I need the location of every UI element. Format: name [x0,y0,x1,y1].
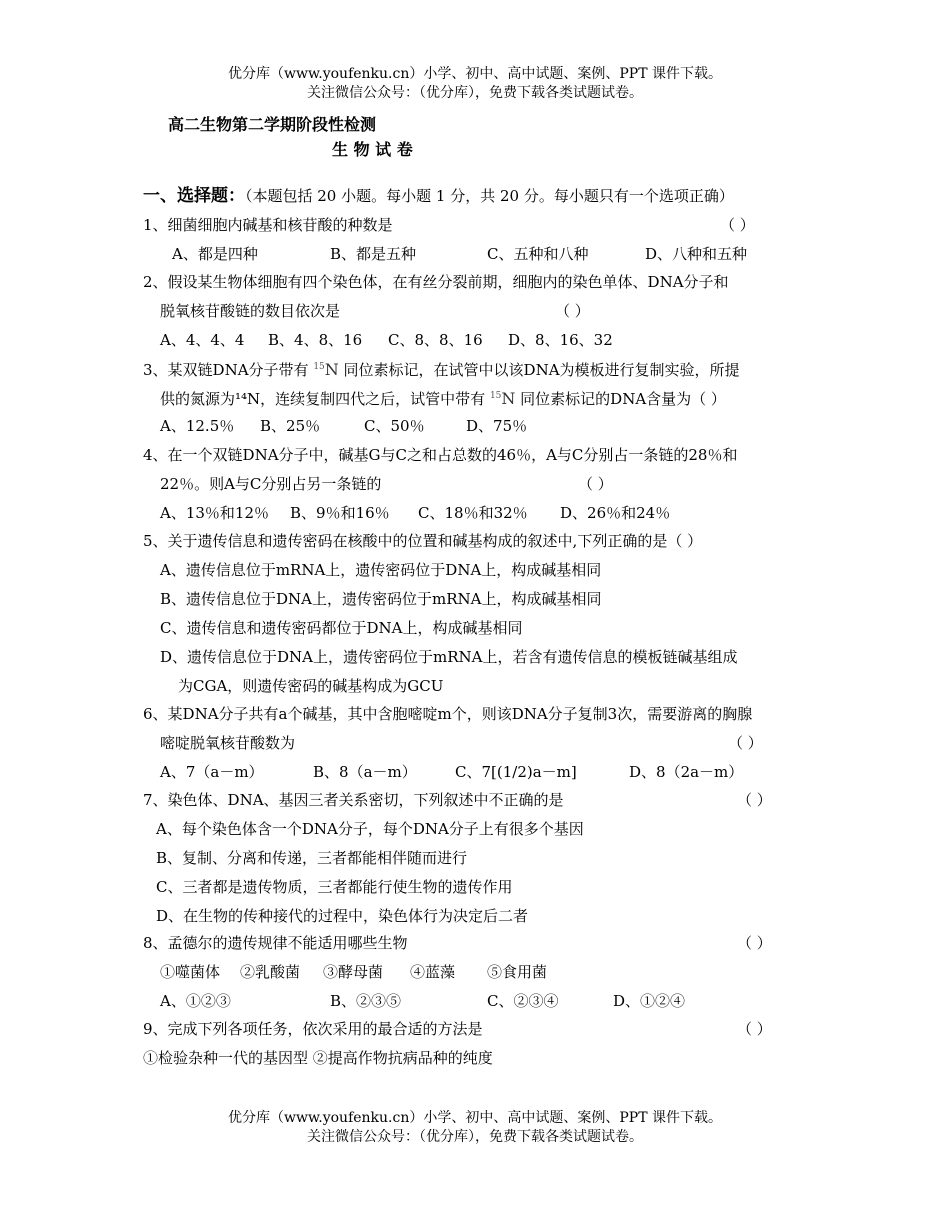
question-2-option-d: D、8、16、32 [508,331,613,349]
question-4-stem-2: 22％。则A与C分别占另一条链的 [160,475,382,493]
question-3-option-b: B、25％ [260,417,321,435]
section-label: 一、选择题： [143,186,245,206]
section-heading [143,186,734,206]
question-6-option-b: B、8（a－m） [313,763,417,781]
isotope-mass-2: 15 [489,391,502,401]
question-4-stem-1: 4、在一个双链DNA分子中，碱基G与C之和占总数的46％，A与C分别占一条链的28％和 [143,446,738,464]
question-3-stem-1a: 3、某双链DNA分子带有 [143,361,309,379]
question-7-stem: 7、染色体、DNA、基因三者关系密切，下列叙述中不正确的是 [143,791,564,809]
question-9-stem: 9、完成下列各项任务，依次采用的最合适的方法是 [143,1020,483,1038]
question-8-item-3: ③酵母菌 [323,963,384,981]
question-4-option-d: D、26％和24％ [560,504,671,522]
question-8-stem: 8、孟德尔的遗传规律不能适用哪些生物 [143,934,408,952]
question-8-option-b: B、②③⑤ [330,992,402,1010]
page-subtitle: 生 物 试 卷 [332,140,413,159]
question-8-paren: （ ） [737,934,772,952]
footer-line-2: 关注微信公众号：（优分库），免费下载各类试题试卷。 [307,1129,643,1145]
question-1-option-d: D、八种和五种 [645,245,748,263]
question-7-option-d: D、在生物的传种接代的过程中，染色体行为决定后二者 [156,907,529,925]
question-8-item-4: ④蓝藻 [410,963,456,981]
question-6-paren: （ ） [728,734,763,752]
question-2-stem-1: 2、假设某生物体细胞有四个染色体，在有丝分裂前期，细胞内的染色单体、DNA分子和 [143,273,729,291]
question-8-item-2: ②乳酸菌 [240,963,301,981]
question-2-option-c: C、8、8、16 [388,331,483,349]
section-note: （本题包括 20 小题。每小题 1 分，共 20 分。每小题只有一个选项正确） [245,187,734,205]
question-4-option-a: A、13％和12％ [160,504,270,522]
question-3-option-a: A、12.5％ [160,417,235,435]
question-8-option-a: A、①②③ [160,992,231,1010]
question-6-option-c: C、7[(1/2)a－m] [455,763,577,781]
question-7-option-b: B、复制、分离和传递，三者都能相伴随而进行 [156,849,468,867]
question-9-paren: （ ） [737,1020,772,1038]
isotope-mass: 15 [313,362,325,372]
question-5-option-d-2: 为CGA，则遗传密码的碱基构成为GCU [178,677,444,695]
question-2-paren: （ ） [555,302,590,320]
question-4-paren: （ ） [578,475,613,493]
page-title: 高二生物第二学期阶段性检测 [168,115,377,134]
question-3-stem-1b: 同位素标记，在试管中以该DNA为模板进行复制实验，所提 [343,361,740,379]
question-2-option-b: B、4、8、16 [268,331,363,349]
question-8-option-c: C、②③④ [487,992,559,1010]
question-3-stem-2b: 同位素标记的DNA含量为（ ） [520,390,726,408]
question-1-option-c: C、五种和八种 [487,245,589,263]
question-9-sub: ①检验杂种一代的基因型 ②提高作物抗病品种的纯度 [143,1049,493,1067]
question-6-option-a: A、7（a－m） [160,763,264,781]
question-3-stem-2a: 供的氮源为¹⁴N，连续复制四代之后，试管中带有 [160,390,486,408]
question-8-item-1: ①噬菌体 [160,963,221,981]
question-1-option-a: A、都是四种 [172,245,258,263]
header-line-2: 关注微信公众号：（优分库），免费下载各类试题试卷。 [307,85,643,101]
footer-line-1: 优分库（www.youfenku.cn）小学、初中、高中试题、案例、PPT 课件下载。 [227,1110,722,1126]
question-2-stem-2: 脱氧核苷酸链的数目依次是 [160,302,341,320]
question-6-option-d: D、8（2a－m） [629,763,744,781]
isotope-element: N [324,360,339,379]
question-7-option-c: C、三者都是遗传物质，三者都能行使生物的遗传作用 [156,878,513,896]
question-7-option-a: A、每个染色体含一个DNA分子，每个DNA分子上有很多个基因 [156,820,584,838]
question-8-option-d: D、①②④ [613,992,686,1010]
question-5-stem: 5、关于遗传信息和遗传密码在核酸中的位置和碱基构成的叙述中,下列正确的是（ ） [143,532,703,550]
question-3-option-c: C、50％ [364,417,425,435]
question-4-option-b: B、9％和16％ [290,504,390,522]
question-5-option-c: C、遗传信息和遗传密码都位于DNA上，构成碱基相同 [160,619,523,637]
question-3-stem-1 [143,357,740,380]
question-5-option-d-1: D、遗传信息位于DNA上，遗传密码位于mRNA上，若含有遗传信息的模板链碱基组成 [160,648,738,666]
question-7-paren: （ ） [737,791,772,809]
question-4-option-c: C、18％和32％ [418,504,528,522]
question-1-option-b: B、都是五种 [330,245,417,263]
isotope-element-2: N [501,389,516,408]
question-2-option-a: A、4、4、4 [160,331,245,349]
question-6-stem-2: 嘧啶脱氧核苷酸数为 [160,734,296,752]
question-3-option-d: D、75％ [466,417,528,435]
question-5-option-a: A、遗传信息位于mRNA上，遗传密码位于DNA上，构成碱基相同 [160,561,602,579]
question-3-stem-2 [160,386,726,409]
question-8-item-5: ⑤食用菌 [487,963,548,981]
question-1-stem: 1、细菌细胞内碱基和核苷酸的种数是 [143,216,393,234]
header-line-1: 优分库（www.youfenku.cn）小学、初中、高中试题、案例、PPT 课件下载。 [227,66,722,82]
question-6-stem-1: 6、某DNA分子共有a个碱基，其中含胞嘧啶m个，则该DNA分子复制3次，需要游离的胸腺 [143,705,753,723]
question-5-option-b: B、遗传信息位于DNA上，遗传密码位于mRNA上，构成碱基相同 [160,590,602,608]
question-1-paren: （ ） [720,216,755,234]
